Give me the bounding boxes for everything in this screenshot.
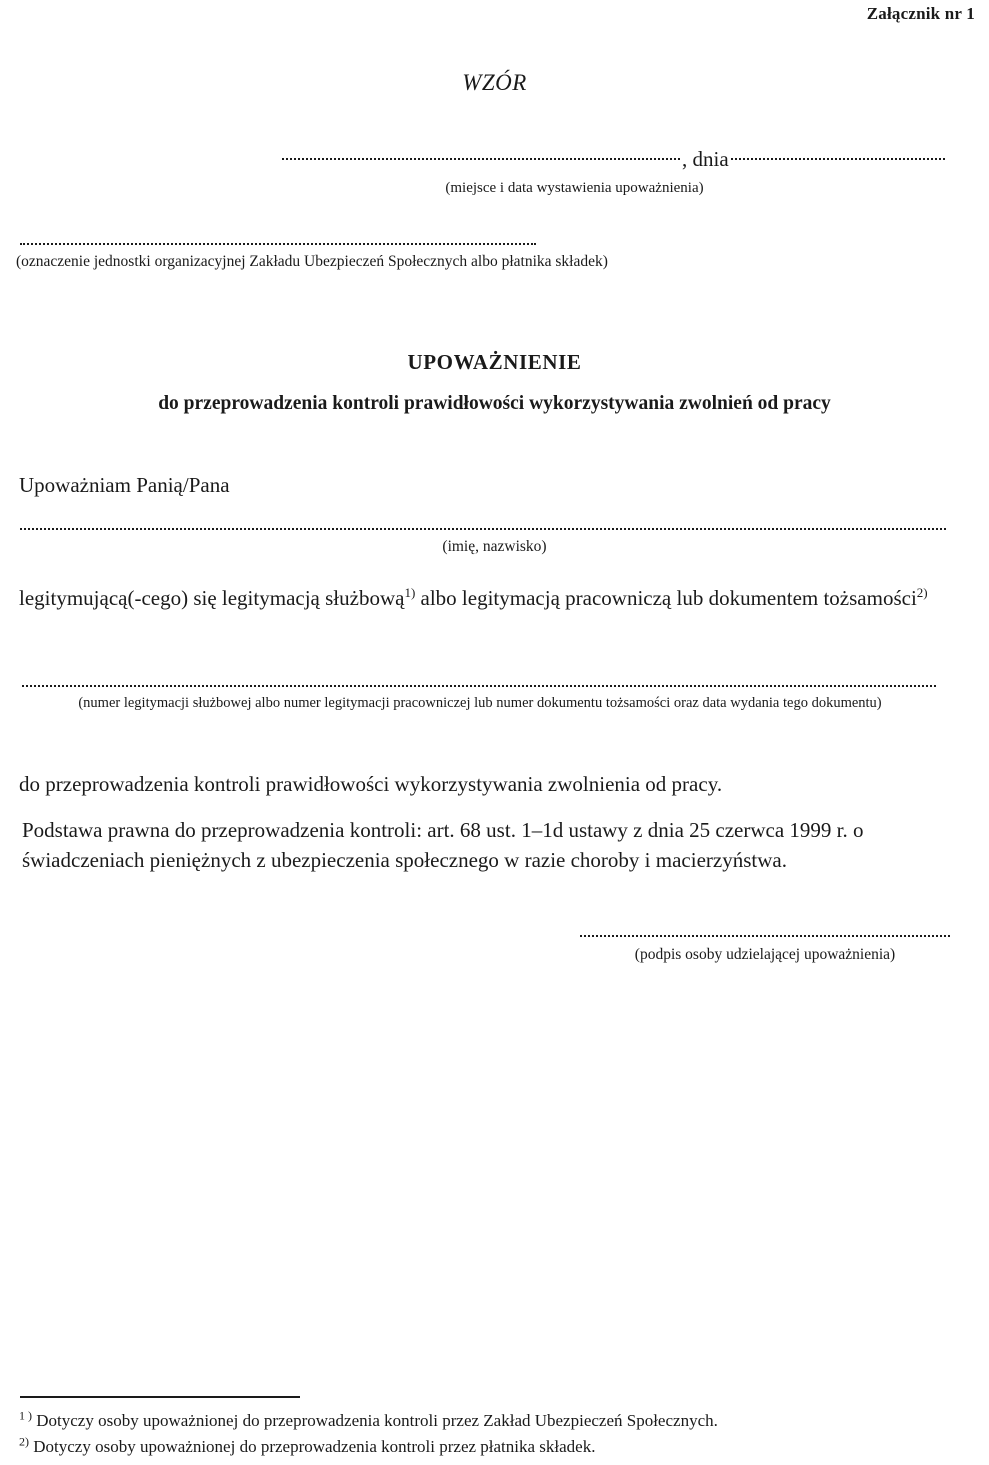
document-number-caption: (numer legitymacji służbowej albo numer legitymacji pracowniczej lub numer dokumentu tożsamości oraz data wydania tego dokumentu)	[78, 695, 882, 711]
document-title: UPOWAŻNIENIE	[407, 350, 582, 374]
date-leader-dots	[731, 146, 945, 160]
authorize-intro-text: Upoważniam Panią/Pana	[19, 473, 230, 497]
place-date-caption: (miejsce i data wystawienia upoważnienia)	[445, 180, 704, 196]
footnote-ref-1: 1)	[404, 585, 416, 600]
footnote-item	[19, 1408, 959, 1434]
attachment-number-label: Załącznik nr 1	[866, 4, 975, 23]
identification-text-part2: albo legitymacją pracowniczą lub dokumentem tożsamości	[415, 586, 917, 610]
identification-paragraph	[19, 583, 949, 614]
place-leader-dots	[282, 146, 680, 160]
legal-basis-text: Podstawa prawna do przeprowadzenia kontroli: art. 68 ust. 1–1d ustawy z dnia 25 czerwca 1999 r. o świadczeniach pieniężnych z ubezpieczenia społecznego w razie choroby i macierzyństwa.	[22, 818, 864, 872]
document-number-leader-dots	[22, 685, 936, 687]
footnote-ref-2: 2)	[916, 585, 928, 600]
specimen-label: WZÓR	[462, 70, 527, 95]
org-unit-leader-dots	[20, 243, 536, 245]
footnote-text: Dotyczy osoby upoważnionej do przeprowadzenia kontroli przez płatnika składek.	[33, 1437, 596, 1456]
signature-leader-dots	[580, 935, 950, 937]
footnote-separator-rule	[20, 1396, 300, 1398]
footnote-list	[19, 1408, 959, 1460]
name-leader-dots	[20, 528, 946, 530]
identification-text-part1: legitymującą(-cego) się legitymacją służbową	[19, 586, 405, 610]
dnia-word: , dnia	[682, 147, 729, 171]
footnote-marker: 1 )	[19, 1408, 32, 1423]
org-unit-caption: (oznaczenie jednostki organizacyjnej Zakładu Ubezpieczeń Społecznych albo płatnika składek)	[16, 253, 608, 270]
footnote-text: Dotyczy osoby upoważnionej do przeprowadzenia kontroli przez Zakład Ubezpieczeń Społecznych.	[36, 1411, 718, 1430]
purpose-text: do przeprowadzenia kontroli prawidłowości wykorzystywania zwolnienia od pracy.	[19, 772, 723, 796]
place-date-row	[282, 146, 950, 172]
document-subtitle: do przeprowadzenia kontroli prawidłowości wykorzystywania zwolnień od pracy	[158, 393, 831, 414]
name-caption: (imię, nazwisko)	[442, 538, 547, 555]
signature-caption: (podpis osoby udzielającej upoważnienia)	[634, 946, 896, 963]
footnote-marker: 2)	[19, 1434, 29, 1449]
footnote-item	[19, 1434, 959, 1460]
